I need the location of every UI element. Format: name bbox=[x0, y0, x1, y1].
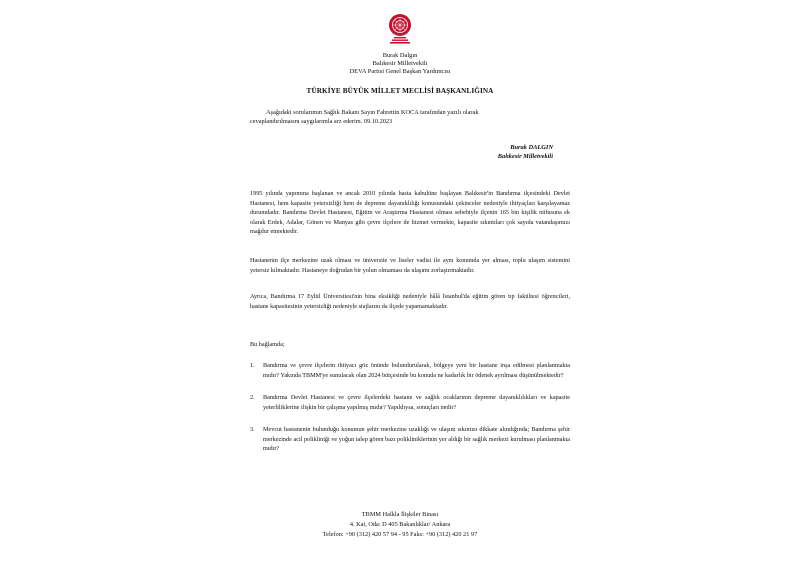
header-name: Burak Dalgın bbox=[382, 52, 418, 59]
signature-name: Burak DALGIN bbox=[510, 144, 553, 151]
intro-line-1: Aşağıdaki sorularımın Sağlık Bakanı Sayın Fahrettin KOCA tarafından yazılı olarak bbox=[266, 109, 479, 116]
footer-address-room: 4. Kat, Oda: D 405 Bakanlıklar/ Ankara bbox=[349, 521, 451, 528]
question-text: Bandırma ve çevre ilçelerin ihtiyacı göz önünde bulundurularak, bölgeye yeni bir hastane inşa edilmesi planlanmakta mıdır? Yakında TBMM'ye sunulacak olan 2024 bütçesinde bu konuda ne kadarlık bir ödenek ayrılması düşünülmektedir? bbox=[263, 362, 570, 379]
question-number: 2. bbox=[250, 394, 255, 401]
document-title: TÜRKİYE BÜYÜK MİLLET MECLİSİ BAŞKANLIĞINA bbox=[306, 87, 494, 95]
question-number: 1. bbox=[250, 362, 255, 369]
footer-contact: Telefon: +90 (312) 420 57 94 - 95 Faks: +90 (312) 420 21 97 bbox=[322, 531, 478, 538]
paragraph-2: Hastanenin ilçe merkezine uzak olması ve üniversite ve liseler vadisi ile aynı konumda yer alması, toplu ulaşım sistemini yetersiz kılmaktadır. Hastaneye doğrudan bir yolun olmaması da ulaşımı zorlaştırmaktadır. bbox=[250, 257, 570, 274]
lead-text: Bu bağlamda; bbox=[250, 341, 285, 348]
question-number: 3. bbox=[250, 426, 255, 433]
header-role: Balıkesir Milletvekili bbox=[372, 60, 428, 67]
paragraph-1: 1995 yılında yapımına başlanan ve ancak 2010 yılında hasta kabulüne başlayan Balıkesir'in Bandırma ilçesindeki Devlet Hastanesi, hem kapasite yetersizliği hem de depreme dayanıklılığı konusundaki çekinceler nedeniyle ihtiyaçları karşılayamaz durumdadır. Bandırma Devlet Hastanesi, Eğitim ve Araştırma Hastanesi olması sebebiyle ilçenin 165 bin kişilik nüfusuna ek olarak Erdek, Adalar, Gönen ve Manyas gibi çevre ilçelere de hizmet vermekte, kapasite sıkıntıları çok sayıda vatandaşımızı mağdur etmektedir. bbox=[250, 190, 570, 236]
question-text: Bandırma Devlet Hastanesi ve çevre ilçelerdeki hastane ve sağlık ocaklarının depreme dayanıklılıkları ve kapasite yeterliliklerine ilişkin bir çalışma yapılmış mıdır? Yapıldıysa, sonuçları nedir? bbox=[263, 394, 570, 411]
question-text: Mevcut hastanenin bulunduğu konumun şehir merkezine uzaklığı ve ulaşım sıkıntısı dikkate alındığında; Bandırma şehir merkezinde acil polikliniği ve yoğun talep gören bazı polikliniklerinin yer aldığı bir sağlık merkezi kurulması planlanmakta mıdır? bbox=[263, 426, 570, 453]
paragraph-3: Ayrıca, Bandırma 17 Eylül Üniversitesi'nin bina eksikliği nedeniyle hâlâ İstanbul'da eğitim gören tıp fakültesi öğrencileri, hastane kapasitesinin yetersizliği nedeniyle stajlarını da ilçede yapamamaktadır. bbox=[250, 293, 570, 310]
header-party-role: DEVA Partisi Genel Başkan Yardımcısı bbox=[349, 68, 451, 75]
footer-address-building: TBMM Halkla İlişkiler Binası bbox=[361, 511, 439, 518]
intro-line-2: cevaplandırılmasını saygılarımla arz ederim. 09.10.2023 bbox=[250, 118, 393, 125]
signature-role: Balıkesir Milletvekili bbox=[497, 153, 553, 160]
tbmm-emblem-icon bbox=[386, 12, 414, 46]
